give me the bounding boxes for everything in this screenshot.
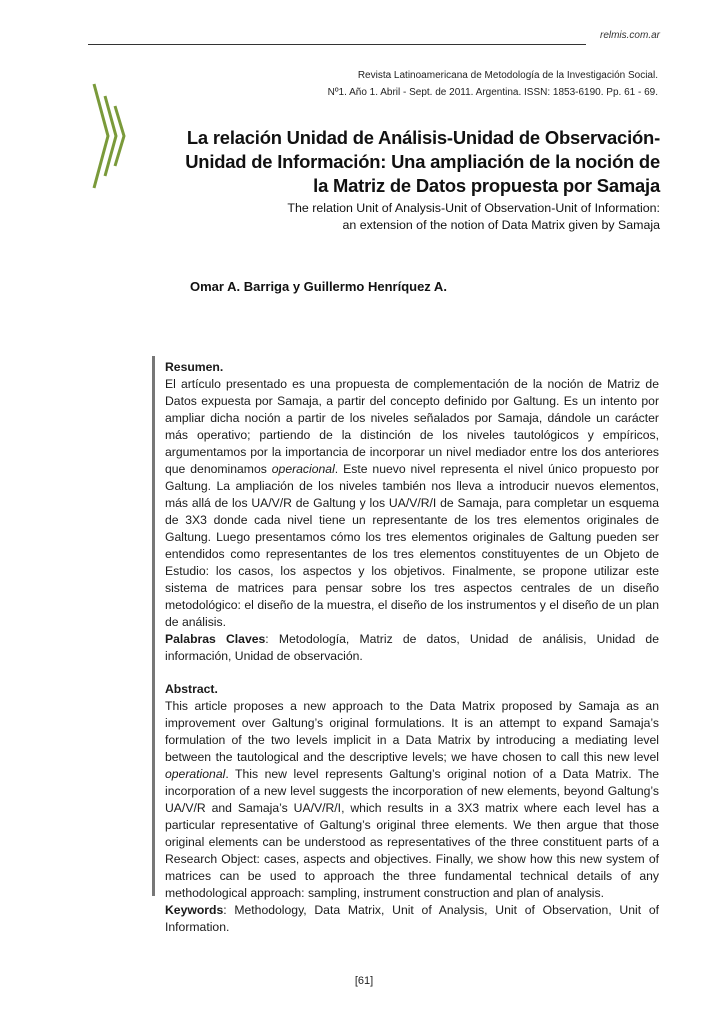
resumen-text-b: . Este nuevo nivel representa el nivel único propuesto por Galtung. La ampliación de los niveles también nos lleva a introducir nuevos elementos, más allá de los UA/V/R de Galtung y los UA/V/R/I de Samaja, para completar un esquema de 3X3 donde cada nivel tiene un representante de los tres elementos originales de Galtung. Luego presentamos cómo los tres elementos originales de Galtung pueden ser entendidos como representantes de los tres elementos constituyentes de un Objeto de Estudio: los casos, los aspectos y los objetivos. Finalmente, se propone utilizar este sistema de matrices para pensar sobre los tres aspectos centrales de un diseño metodológico: el diseño de la muestra, el diseño de los instrumentos y el diseño de un plan de análisis. xyxy=(165,462,659,629)
site-url: relmis.com.ar xyxy=(599,30,660,41)
abstract-text-b: . This new level represents Galtung’s original notion of a Data Matrix. The incorporation of a new level suggests the incorporation of new elements, beyond Galtung’s UA/V/R and Samaja’s UA/V/R/I, which results in a 3X3 matrix where each level has a particular representative of Galtung’s original three elements. We then argue that those original elements can be understood as representatives of the three constituent parts of a Research Object: cases, aspects and objectives. Finally, we show how this new system of matrices can be used to approach the three fundamental technical details of any methodological approach: sampling, instrument construction and plan of analysis. xyxy=(165,767,659,900)
abstract-text xyxy=(165,698,659,902)
abstract-keywords xyxy=(165,902,659,936)
abstract-heading: Abstract. xyxy=(165,682,218,696)
journal-info xyxy=(250,67,658,101)
resumen-text-a: El artículo presentado es una propuesta de complementación de la noción de Matriz de Datos expuesta por Samaja, a partir del concepto definido por Galtung. Es un intento por ampliar dicha noción a partir de los niveles señalados por Samaja, dándole un carácter más operativo; partiendo de la distinción de los niveles tautológicos y empíricos, argumentamos por la importancia de incorporar un nivel mediador entre los dos anteriores que denominamos xyxy=(165,377,659,476)
abstract-text-a: This article proposes a new approach to the Data Matrix proposed by Samaja as an improvement over Galtung’s original formulations. It is an attempt to expand Samaja’s formulation of the two levels implicit in a Data Matrix by introducing a mediating level between the tautological and the descriptive levels; we have chosen to call this new level xyxy=(165,699,659,764)
sidebar-rule xyxy=(152,356,155,896)
abstract-keywords-label: Keywords xyxy=(165,903,224,917)
abstract-body xyxy=(165,359,659,936)
subtitle-line-2: an extension of the notion of Data Matrix given by Samaja xyxy=(342,218,660,232)
chevron-arrows-icon xyxy=(90,82,135,190)
subtitle-line-1: The relation Unit of Analysis-Unit of Observation-Unit of Information: xyxy=(287,201,660,215)
resumen-italic: operacional xyxy=(271,462,335,476)
resumen-text xyxy=(165,376,659,631)
header-rule xyxy=(88,44,586,45)
authors: Omar A. Barriga y Guillermo Henríquez A. xyxy=(190,279,447,294)
resumen-keywords-text: : Metodología, Matriz de datos, Unidad de análisis, Unidad de información, Unidad de observación. xyxy=(165,632,659,663)
journal-line-1: Revista Latinoamericana de Metodología de la Investigación Social. xyxy=(357,70,658,81)
resumen-heading: Resumen. xyxy=(165,360,224,374)
title-line-3: la Matriz de Datos propuesta por Samaja xyxy=(313,175,660,196)
abstract-italic: operational xyxy=(165,767,226,781)
title-line-1: La relación Unidad de Análisis-Unidad de Observación- xyxy=(186,127,660,148)
resumen-keywords xyxy=(165,631,659,665)
abstract-keywords-text: : Methodology, Data Matrix, Unit of Analysis, Unit of Observation, Unit of Information. xyxy=(165,903,659,934)
title-line-2: Unidad de Información: Una ampliación de la noción de xyxy=(185,151,660,172)
article-title xyxy=(180,126,660,198)
page-number: [61] xyxy=(354,975,374,987)
journal-line-2: Nº1. Año 1. Abril - Sept. de 2011. Argentina. ISSN: 1853-6190. Pp. 61 - 69. xyxy=(327,87,658,98)
article-subtitle xyxy=(250,200,660,234)
resumen-keywords-label: Palabras Claves xyxy=(165,632,266,646)
